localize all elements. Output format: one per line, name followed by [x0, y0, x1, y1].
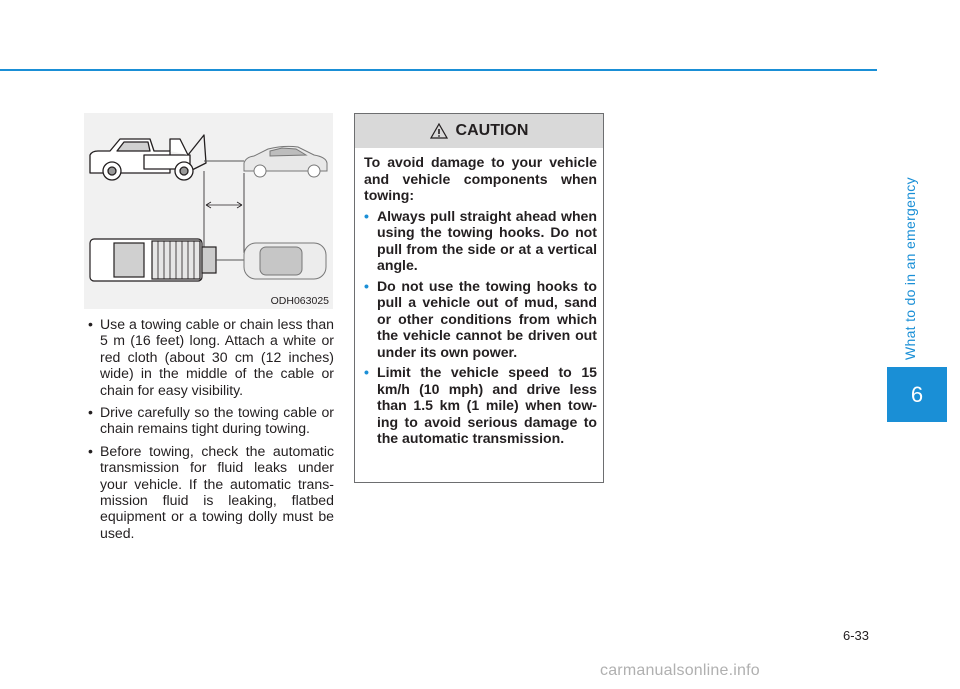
bullet-icon: • [364, 364, 369, 380]
bullet-icon: • [88, 404, 93, 421]
chapter-number: 6 [887, 367, 947, 422]
watermark: carmanualsonline.info [600, 662, 760, 679]
tow-truck-diagram [84, 113, 333, 309]
bullet-icon: • [88, 316, 93, 332]
header-rule [0, 69, 877, 71]
bullet-icon: • [88, 442, 93, 459]
chapter-title: What to do in an emergency [902, 177, 918, 360]
list-item: • Drive carefully so the towing cable or chain remains tight during towing. [88, 404, 334, 437]
list-item: • Use a towing cable or chain less than 5 m (16 feet) long. Attach a white or red cloth (about 30 cm (12 inches) wide) in the middle of the cable or chain for easy visibility. [88, 316, 334, 398]
bullet-icon: • [364, 277, 369, 294]
warning-triangle-icon [430, 123, 448, 139]
towing-instructions [84, 316, 334, 547]
figure-code: ODH063025 [270, 295, 329, 307]
caution-header [355, 114, 603, 148]
caution-body [355, 148, 603, 447]
caution-title: CAUTION [455, 122, 529, 139]
towing-illustration [84, 113, 333, 309]
caution-intro: To avoid damage to your vehicle and vehicle components when towing: [364, 154, 597, 203]
page-number: 6-33 [843, 628, 870, 643]
list-item: • Limit the vehicle speed to 15 km/h (10 mph) and drive less than 1.5 km (1 mile) when towing to avoid serious damage to the automatic transmission. [364, 364, 597, 446]
bullet-icon: • [364, 207, 369, 224]
list-item: • Always pull straight ahead when using the towing hooks. Do not pull from the side or at a vertical angle. [364, 207, 597, 273]
caution-list [364, 208, 597, 447]
list-item: • Before towing, check the automatic transmission for fluid leaks under your vehicle. If the automatic transmission fluid is leaking, flatbed equipment or a towing dolly must be used. [88, 442, 334, 541]
caution-box [354, 113, 604, 483]
list-item: • Do not use the towing hooks to pull a vehicle out of mud, sand or other conditions from which the vehicle cannot be driven out under its own power. [364, 277, 597, 360]
